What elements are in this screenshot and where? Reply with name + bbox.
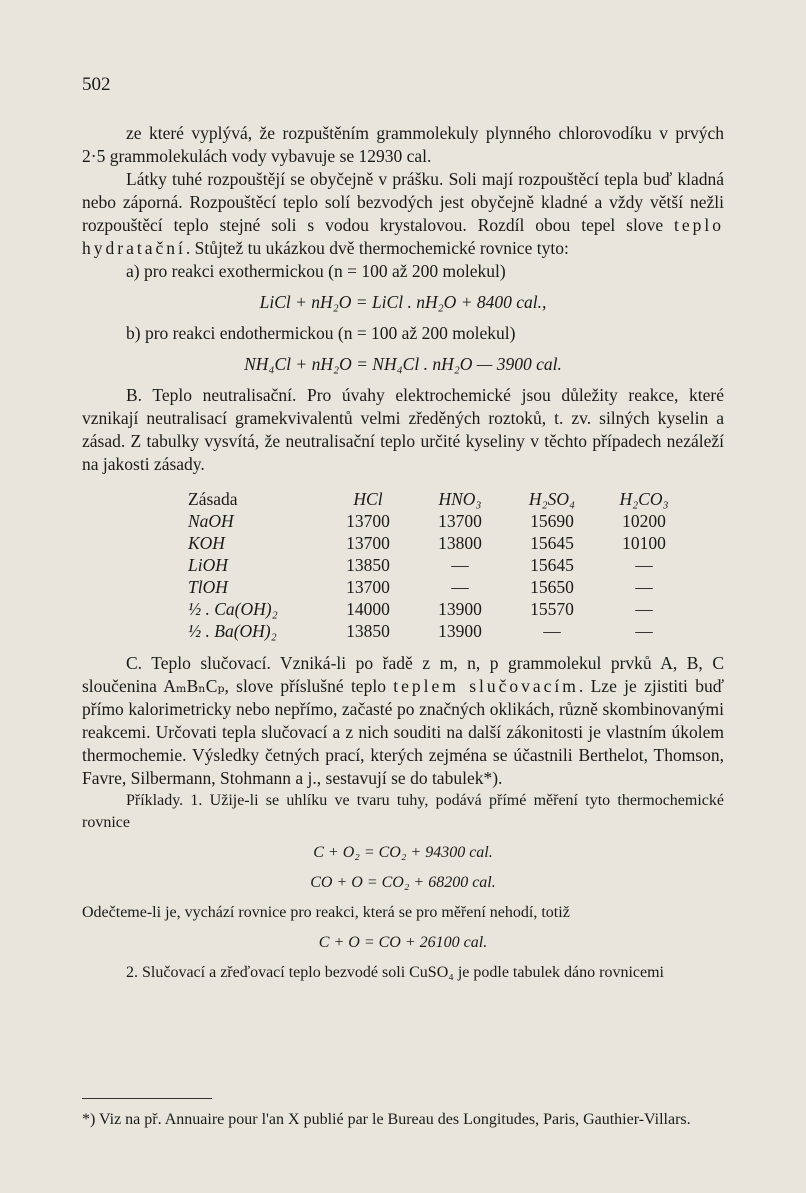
table-header-cell: HCl	[353, 489, 383, 509]
table-cell: 13850	[346, 621, 390, 641]
hydration-term: teplo hydratační	[82, 215, 724, 258]
table-cell: ½ . Ba(OH)₂	[188, 621, 277, 641]
table-cell: 13850	[346, 555, 390, 575]
paragraph-hydration	[82, 168, 724, 260]
table-header-row	[182, 488, 690, 510]
formation-term: teplem slučovacím	[393, 676, 579, 696]
equation-co-oxidation: CO + O = CO₂ + 68200 cal.	[310, 874, 496, 891]
neutralisation-table	[182, 488, 690, 642]
table-row	[182, 598, 690, 620]
table-cell: —	[543, 621, 561, 641]
table-cell: 15570	[530, 599, 574, 619]
table-cell: 13700	[346, 577, 390, 597]
table-cell: —	[451, 577, 469, 597]
example-2: 2. Slučovací a zřeďovací teplo bezvodé soli CuSO₄ je podle tabulek dáno rovnicemi	[126, 964, 664, 981]
table-cell: —	[635, 621, 653, 641]
table-cell: —	[451, 555, 469, 575]
paragraph-formation-heat	[82, 652, 724, 790]
table-row	[182, 576, 690, 598]
table-cell: LiOH	[188, 555, 228, 575]
table-cell: 13900	[438, 599, 482, 619]
table-cell: —	[635, 555, 653, 575]
table-header-cell: HNO₃	[438, 489, 482, 509]
table-cell: 15650	[530, 577, 574, 597]
table-row	[182, 510, 690, 532]
equation-carbon-dioxide: C + O₂ = CO₂ + 94300 cal.	[313, 844, 493, 861]
formation-text-b: . Lze je zjistiti buď přímo kalorimetricky nebo nepřímo, začasté po značných oklikách, různě skombinovanými reakcemi. Určovati tepla slučovací a z nich souditi na další zákonitosti je vlastním úkolem thermochemie. Výsledky četných prací, kterých zejména se účastnili Berthelot, Thomson, Favre, Silbermann, Stohmann a j., sestavují se do tabulek*).	[82, 676, 725, 788]
example-1: Příklady. 1. Užije-li se uhlíku ve tvaru tuhy, podává přímé měření tyto thermochemické rovnice	[82, 792, 724, 831]
table-cell: KOH	[188, 533, 225, 553]
table-header-cell: H₂SO₄	[528, 489, 576, 509]
table-cell: —	[635, 599, 653, 619]
hydration-text-b: . Stůjtež tu ukázkou dvě thermochemické rovnice tyto:	[185, 238, 569, 258]
page-body	[82, 122, 724, 984]
table-cell: —	[635, 577, 653, 597]
formation-text-a: C. Teplo slučovací. Vzniká-li po řadě z m, n, p grammolekul prvků A, B, C sloučenina AₘBₙCₚ, slove příslušné teplo	[82, 653, 724, 696]
table-cell: 13700	[346, 533, 390, 553]
table-cell: 13800	[438, 533, 482, 553]
equation-carbon-monoxide: C + O = CO + 26100 cal.	[318, 934, 488, 951]
item-a-exothermic: a) pro reakci exothermickou (n = 100 až 200 molekul)	[126, 261, 506, 281]
item-b-endothermic: b) pro reakci endothermickou (n = 100 až 200 molekul)	[126, 323, 516, 343]
table-cell: 15645	[530, 555, 574, 575]
example-1-conclusion: Odečteme-li je, vychází rovnice pro reakci, která se pro měření nehodí, totiž	[82, 904, 570, 921]
table-cell: 13700	[438, 511, 482, 531]
table-header-cell: Zásada	[188, 489, 238, 509]
table-cell: NaOH	[188, 511, 234, 531]
table-cell: 13700	[346, 511, 390, 531]
paragraph-hcl: ze které vyplývá, že rozpuštěním grammolekuly plynného chlorovodíku v prvých 2·5 grammolekulách vody vybavuje se 12930 cal.	[82, 123, 724, 166]
table-row	[182, 620, 690, 642]
paragraph-neutralisation: B. Teplo neutralisační. Pro úvahy elektrochemické jsou důležity reakce, které vznikají neutralisací gramekvivalentů velmi zředěných roztoků, t. zv. silných kyselin a zásad. Z tabulky vysvítá, že neutralisační teplo určité kyseliny v těchto případech nezáleží na jakosti zásady.	[82, 385, 724, 474]
table-cell: 15645	[530, 533, 574, 553]
table-cell: ½ . Ca(OH)₂	[188, 599, 278, 619]
table-cell: 13900	[438, 621, 482, 641]
footnote-rule	[82, 1098, 212, 1099]
equation-nh4cl: NH₄Cl + nH₂O = NH₄Cl . nH₂O — 3900 cal.	[244, 354, 562, 374]
table-cell: 10200	[622, 511, 666, 531]
page-number: 502	[82, 74, 111, 95]
footnote: *) Viz na př. Annuaire pour l'an X publié par le Bureau des Longitudes, Paris, Gauthier-Villars.	[82, 1111, 691, 1128]
table-cell: TlOH	[188, 577, 228, 597]
table-row	[182, 532, 690, 554]
equation-licl: LiCl + nH₂O = LiCl . nH₂O + 8400 cal.,	[259, 292, 547, 312]
table-header-cell: H₂CO₃	[619, 489, 669, 509]
table-cell: 15690	[530, 511, 574, 531]
hydration-text-a: Látky tuhé rozpouštějí se obyčejně v prášku. Soli mají rozpouštěcí tepla buď kladná nebo záporná. Rozpouštěcí teplo solí bezvodých jest obyčejně kladné a vždy větší nežli rozpouštěcí teplo stejné soli s vodou krystalovou. Rozdíl obou tepel slove	[82, 169, 724, 235]
table-row	[182, 554, 690, 576]
table-cell: 14000	[346, 599, 390, 619]
table-cell: 10100	[622, 533, 666, 553]
